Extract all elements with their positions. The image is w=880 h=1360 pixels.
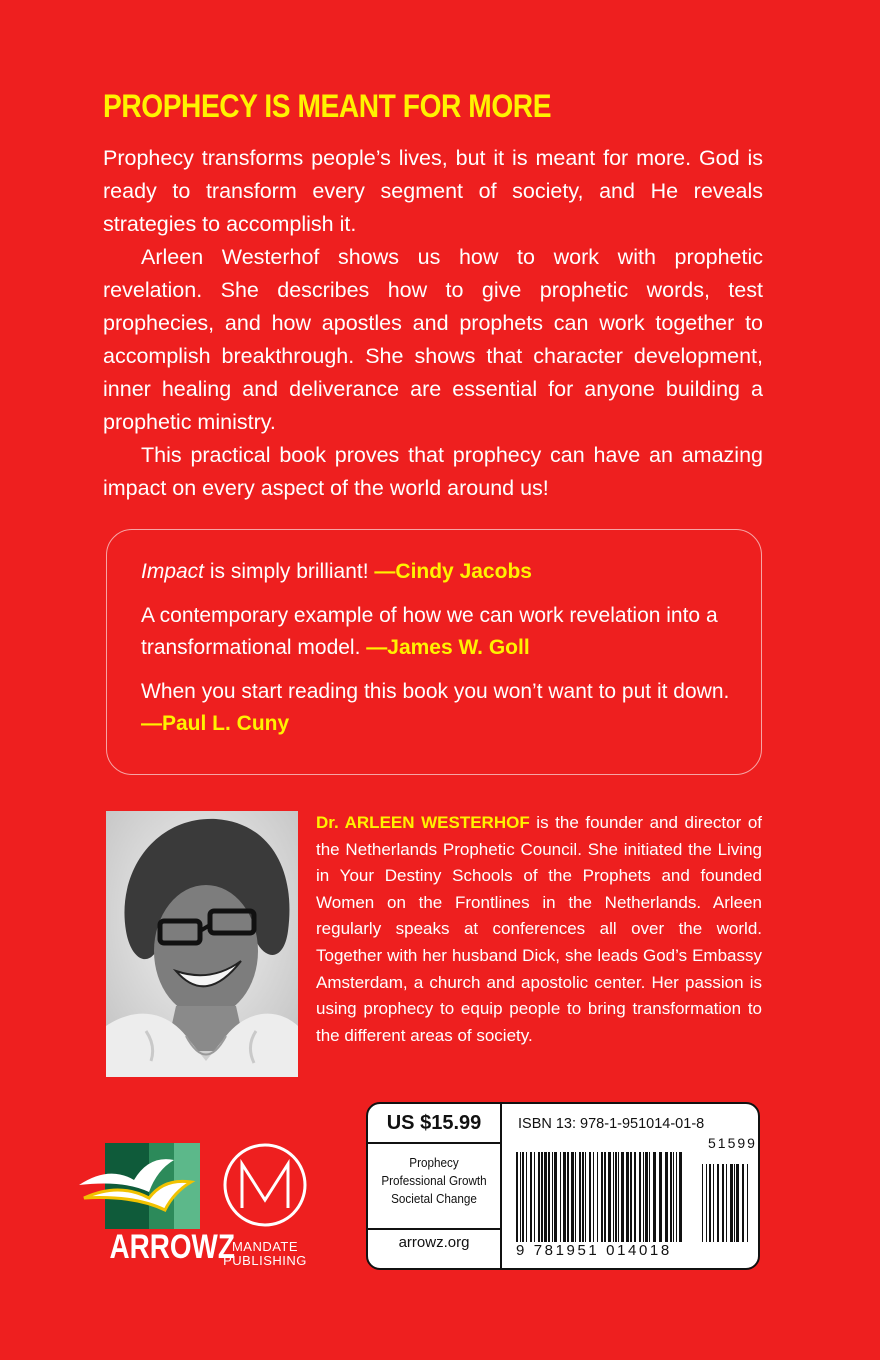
price: US $15.99	[386, 1112, 482, 1134]
barcode	[516, 1152, 752, 1244]
barcode-bar	[679, 1152, 682, 1242]
category: Professional Growth	[381, 1173, 487, 1188]
addon-bar	[726, 1164, 727, 1242]
barcode-bar	[653, 1152, 656, 1242]
mandate-logo-letter: M	[265, 1154, 266, 1155]
addon-bar	[747, 1164, 748, 1242]
barcode-bar	[544, 1152, 547, 1242]
barcode-digits: 9 781951 014018	[516, 1242, 672, 1259]
barcode-bar	[670, 1152, 672, 1242]
barcode-bar	[618, 1152, 619, 1242]
endorsement-attribution: —Paul L. Cuny	[141, 712, 290, 735]
barcode-bar	[522, 1152, 524, 1242]
barcode-bar	[615, 1152, 617, 1242]
barcode-bar	[613, 1152, 614, 1242]
arrowz-wordmark: ARROWZ	[109, 1228, 235, 1266]
barcode-bar	[516, 1152, 518, 1242]
barcode-bar	[589, 1152, 591, 1242]
barcode-bar	[665, 1152, 668, 1242]
author-bio	[316, 810, 762, 1049]
barcode-bar	[548, 1152, 550, 1242]
endorsement-attribution: —James W. Goll	[366, 636, 530, 659]
addon-bar	[713, 1164, 714, 1242]
category: Societal Change	[391, 1191, 477, 1206]
barcode-bar	[626, 1152, 629, 1242]
barcode-bar	[538, 1152, 540, 1242]
barcode-bar	[571, 1152, 574, 1242]
endorsement-book-title: Impact	[141, 560, 205, 583]
retail-info-panel	[366, 1102, 760, 1270]
addon-bar	[702, 1164, 703, 1242]
barcode-bar	[554, 1152, 557, 1242]
categories	[378, 1154, 490, 1208]
divider	[368, 1142, 500, 1144]
barcode-bar	[604, 1152, 606, 1242]
endorsement-text: is simply brilliant!	[204, 560, 375, 583]
barcode-bar	[520, 1152, 521, 1242]
mandate-name: MANDATE	[231, 1239, 299, 1254]
barcode-bar	[593, 1152, 594, 1242]
barcode-bar	[530, 1152, 532, 1242]
addon-bar	[706, 1164, 707, 1242]
isbn: ISBN 13: 978-1-951014-01-8	[518, 1116, 705, 1132]
barcode-bar	[639, 1152, 641, 1242]
barcode-bar	[567, 1152, 569, 1242]
barcode-bar	[541, 1152, 543, 1242]
barcode-bar	[563, 1152, 566, 1242]
addon-bar	[709, 1164, 711, 1242]
addon-bar	[717, 1164, 719, 1242]
barcode-bar	[634, 1152, 636, 1242]
barcode-bar	[601, 1152, 603, 1242]
description-paragraph: Arleen Westerhof shows us how to work with prophetic revelation. She describes how to give prophetic words, test prophecies, and how apostles and prophets can work together to accomplish breakthrough. She shows that character development, inner healing and deliverance are essential for anyone building a prophetic ministry.	[103, 245, 763, 434]
addon-bar	[730, 1164, 733, 1242]
addon-bar	[734, 1164, 735, 1242]
endorsements	[141, 556, 741, 752]
barcode-bar	[630, 1152, 632, 1242]
mandate-logo-icon	[220, 1140, 310, 1230]
price-addon-code: 51599	[708, 1135, 757, 1151]
barcode-bar	[645, 1152, 648, 1242]
barcode-bar	[643, 1152, 644, 1242]
description-paragraph: This practical book proves that prophecy can have an amazing impact on every aspect of the world around us!	[103, 443, 763, 500]
endorsement	[141, 676, 741, 740]
barcode-bar	[552, 1152, 553, 1242]
barcode-bar	[608, 1152, 611, 1242]
mandate-wordmark	[214, 1240, 316, 1268]
barcode-bar	[579, 1152, 581, 1242]
divider	[368, 1228, 500, 1230]
endorsement-text: A contemporary example of how we can work revelation into a transformational model.	[141, 604, 718, 659]
endorsement	[141, 556, 741, 588]
addon-bar	[722, 1164, 724, 1242]
author-photo	[106, 811, 298, 1077]
description	[103, 142, 763, 505]
barcode-bar	[582, 1152, 584, 1242]
publisher-website: arrowz.org	[398, 1234, 470, 1251]
cover-heading: PROPHECY IS MEANT FOR MORE	[103, 88, 552, 124]
endorsement-attribution: —Cindy Jacobs	[374, 560, 532, 583]
barcode-bar	[534, 1152, 535, 1242]
addon-bar	[742, 1164, 744, 1242]
barcode-bar	[585, 1152, 586, 1242]
barcode-bar	[659, 1152, 662, 1242]
barcode-bar	[575, 1152, 576, 1242]
price-column	[368, 1104, 502, 1268]
mandate-subname: PUBLISHING	[223, 1253, 307, 1268]
barcode-bar	[676, 1152, 677, 1242]
author-name: Dr. ARLEEN WESTERHOF	[316, 813, 530, 832]
barcode-bar	[597, 1152, 598, 1242]
barcode-bar	[673, 1152, 674, 1242]
author-bio-text: is the founder and director of the Netherlands Prophetic Council. She initiated the Living in Your Destiny Schools of the Prophets and founded Women on the Frontlines in the Netherlands. Arleen regularly speaks at conferences all over the world. Together with her husband Dick, she leads God’s Embassy Amsterdam, a church and apostolic center. Her passion is using prophecy to equip people to bring transformation to the different areas of society.	[316, 813, 762, 1045]
barcode-bar	[621, 1152, 624, 1242]
barcode-bar	[649, 1152, 650, 1242]
barcode-bar	[560, 1152, 561, 1242]
endorsement	[141, 600, 741, 664]
endorsement-text: When you start reading this book you won’t want to put it down.	[141, 680, 730, 703]
category: Prophecy	[409, 1155, 459, 1170]
addon-bar	[736, 1164, 739, 1242]
description-paragraph: Prophecy transforms people’s lives, but it is meant for more. God is ready to transform every segment of society, and He reveals strategies to accomplish it.	[103, 146, 763, 236]
barcode-bar	[526, 1152, 527, 1242]
